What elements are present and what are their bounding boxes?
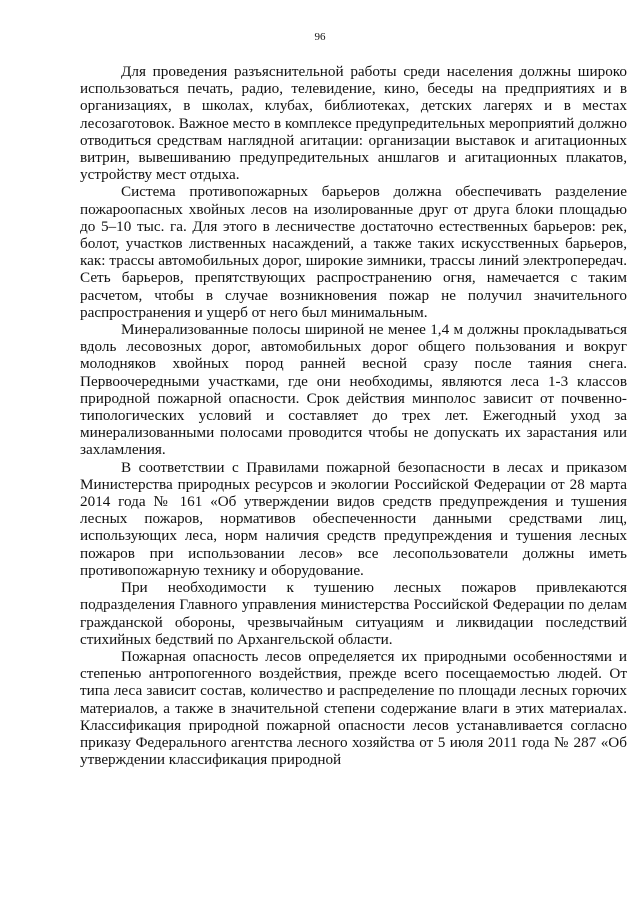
paragraph-mineralized-strips: Минерализованные полосы шириной не менее 1,4 м должны прокладываться вдоль лесовозных дорог, автомобильных дорог общего пользования и вокруг молодняков хвойных пород ранней весной сразу после таяния снега. Первоочередными участками, где они необходимы, являются леса 1-3 классов природной пожарной опасности. Срок действия минполос зависит от почвенно-типологических условий и составляет до трех лет. Ежегодный уход за минерализованными полосами проводится чтобы не допускать их зарастания или захламления. xyxy=(80,321,627,459)
paragraph-fire-hazard-classification: Пожарная опасность лесов определяется их природными особенностями и степенью антропогенного воздействия, прежде всего посещаемостью людей. От типа леса зависит состав, количество и распределение по площади лесных горючих материалов, а также в значительной степени содержание влаги в этих материалах. Классификация природной пожарной опасности лесов устанавливается согласно приказу Федерального агентства лесного хозяйства от 5 июля 2011 года № 287 «Об утверждении классификация природной xyxy=(80,647,627,769)
paragraph-fire-safety-rules: В соответствии с Правилами пожарной безопасности в лесах и приказом Министерства природных ресурсов и экологии Российской Федерации от 28 марта 2014 года № 161 «Об утверждении видов средств предупреждения и тушения лесных пожаров, нормативов обеспеченности данными средствами лиц, использующих леса, норм наличия средств предупреждения и тушения лесных пожаров при использовании лесов» все лесопользователи должны иметь противопожарную технику и оборудование. xyxy=(80,458,627,579)
paragraph-fire-barriers: Система противопожарных барьеров должна обеспечивать разделение пожароопасных хвойных лесов на изолированные друг от друга блоки площадью до 5–10 тыс. га. Для этого в лесничестве достаточно естественных барьеров: рек, болот, участков лиственных насаждений, а также таких искусственных барьеров, как: трассы автомобильных дорог, широкие зимники, трассы линий электропередач. Сеть барьеров, препятствующих распространению огня, намечается с таким расчетом, чтобы в случае возникновения пожар не получил значительного распространения и ущерб от него был минимальным. xyxy=(80,183,627,321)
document-body xyxy=(80,63,627,768)
page-number: 96 xyxy=(314,31,326,43)
paragraph-emergency-ministry: При необходимости к тушению лесных пожаров привлекаются подразделения Главного управления министерства Российской Федерации по делам гражданской обороны, чрезвычайным ситуациям и ликвидации последствий стихийных бедствий по Архангельской области. xyxy=(80,579,627,648)
paragraph-outreach: Для проведения разъяснительной работы среди населения должны широко использоваться печать, радио, телевидение, кино, беседы на предприятиях и в организациях, в школах, клубах, библиотеках, детских лагерях и в местах лесозаготовок. Важное место в комплексе предупредительных мероприятий должно отводиться средствам наглядной агитации: организации выставок и агитационных витрин, вывешиванию предупредительных аншлагов и агитационных плакатов, устройству мест отдыха. xyxy=(80,63,627,184)
